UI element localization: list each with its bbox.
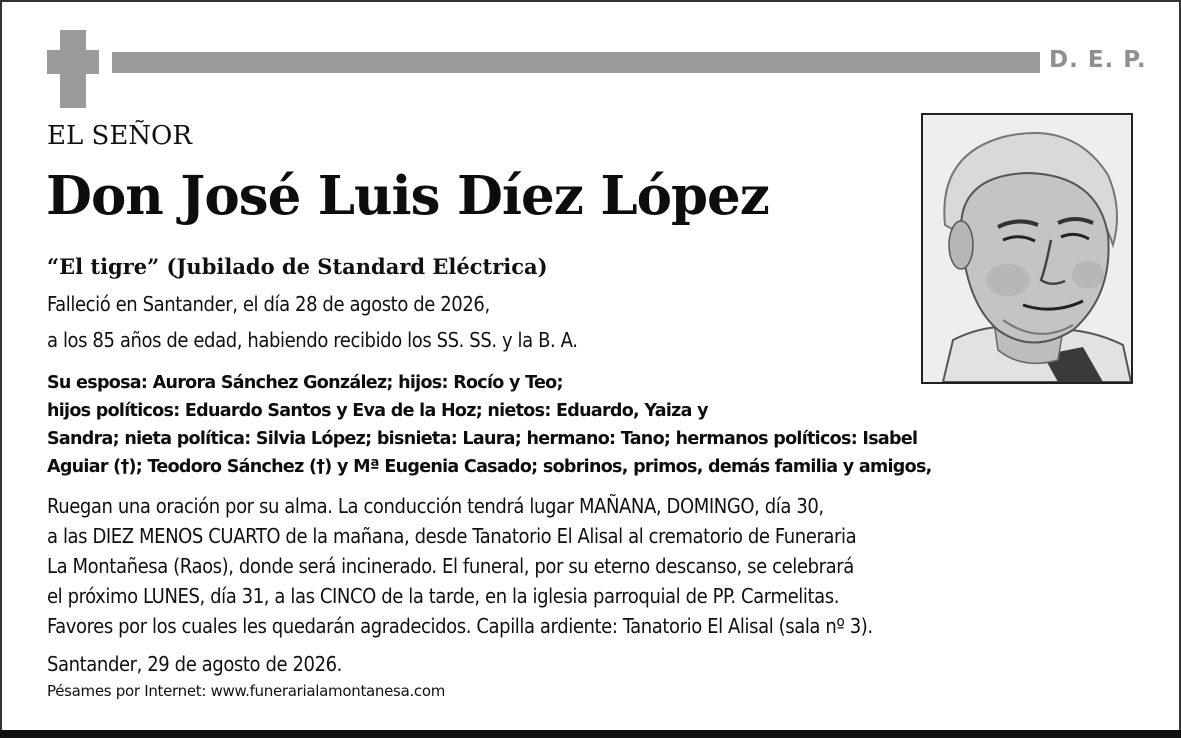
header-rule (112, 52, 1040, 73)
condolences-line: Pésames por Internet: www.funerarialamontanesa.com (47, 682, 446, 700)
portrait-image (923, 115, 1131, 382)
deceased-name: Don José Luis Díez López (46, 165, 769, 227)
death-notice-line-2: a los 85 años de edad, habiendo recibido los SS. SS. y la B. A. (47, 328, 578, 352)
service-line-5: Favores por los cuales les quedarán agradecidos. Capilla ardiente: Tanatorio El Alisal (sala nº 3). (47, 614, 873, 638)
service-line-1: Ruegan una oración por su alma. La conducción tendrá lugar MAÑANA, DOMINGO, día 30, (47, 494, 824, 518)
family-line-4: Aguiar (†); Teodoro Sánchez (†) y Mª Eugenia Casado; sobrinos, primos, demás familia y amigos, (47, 457, 932, 477)
dep-label: D. E. P. (1049, 47, 1147, 73)
bottom-bar (0, 730, 1181, 738)
cross-icon-bar (47, 50, 99, 74)
family-line-3: Sandra; nieta política: Silvia López; bisnieta: Laura; hermano: Tano; hermanos políticos: Isabel (47, 429, 918, 449)
service-line-2: a las DIEZ MENOS CUARTO de la mañana, desde Tanatorio El Alisal al crematorio de Funeraria (47, 524, 857, 548)
place-date: Santander, 29 de agosto de 2026. (47, 652, 342, 676)
portrait-photo (921, 113, 1133, 384)
nickname-subtitle: “El tigre” (Jubilado de Standard Eléctrica) (47, 254, 548, 279)
family-line-2: hijos políticos: Eduardo Santos y Eva de la Hoz; nietos: Eduardo, Yaiza y (47, 401, 708, 421)
pre-title: EL SEÑOR (47, 121, 192, 151)
service-line-4: el próximo LUNES, día 31, a las CINCO de la tarde, en la iglesia parroquial de PP. Carmelitas. (47, 584, 840, 608)
death-notice-line-1: Falleció en Santander, el día 28 de agosto de 2026, (47, 292, 490, 316)
service-line-3: La Montañesa (Raos), donde será incinerado. El funeral, por su eterno descanso, se celebrará (47, 554, 854, 578)
family-line-1: Su esposa: Aurora Sánchez González; hijos: Rocío y Teo; (47, 373, 563, 393)
